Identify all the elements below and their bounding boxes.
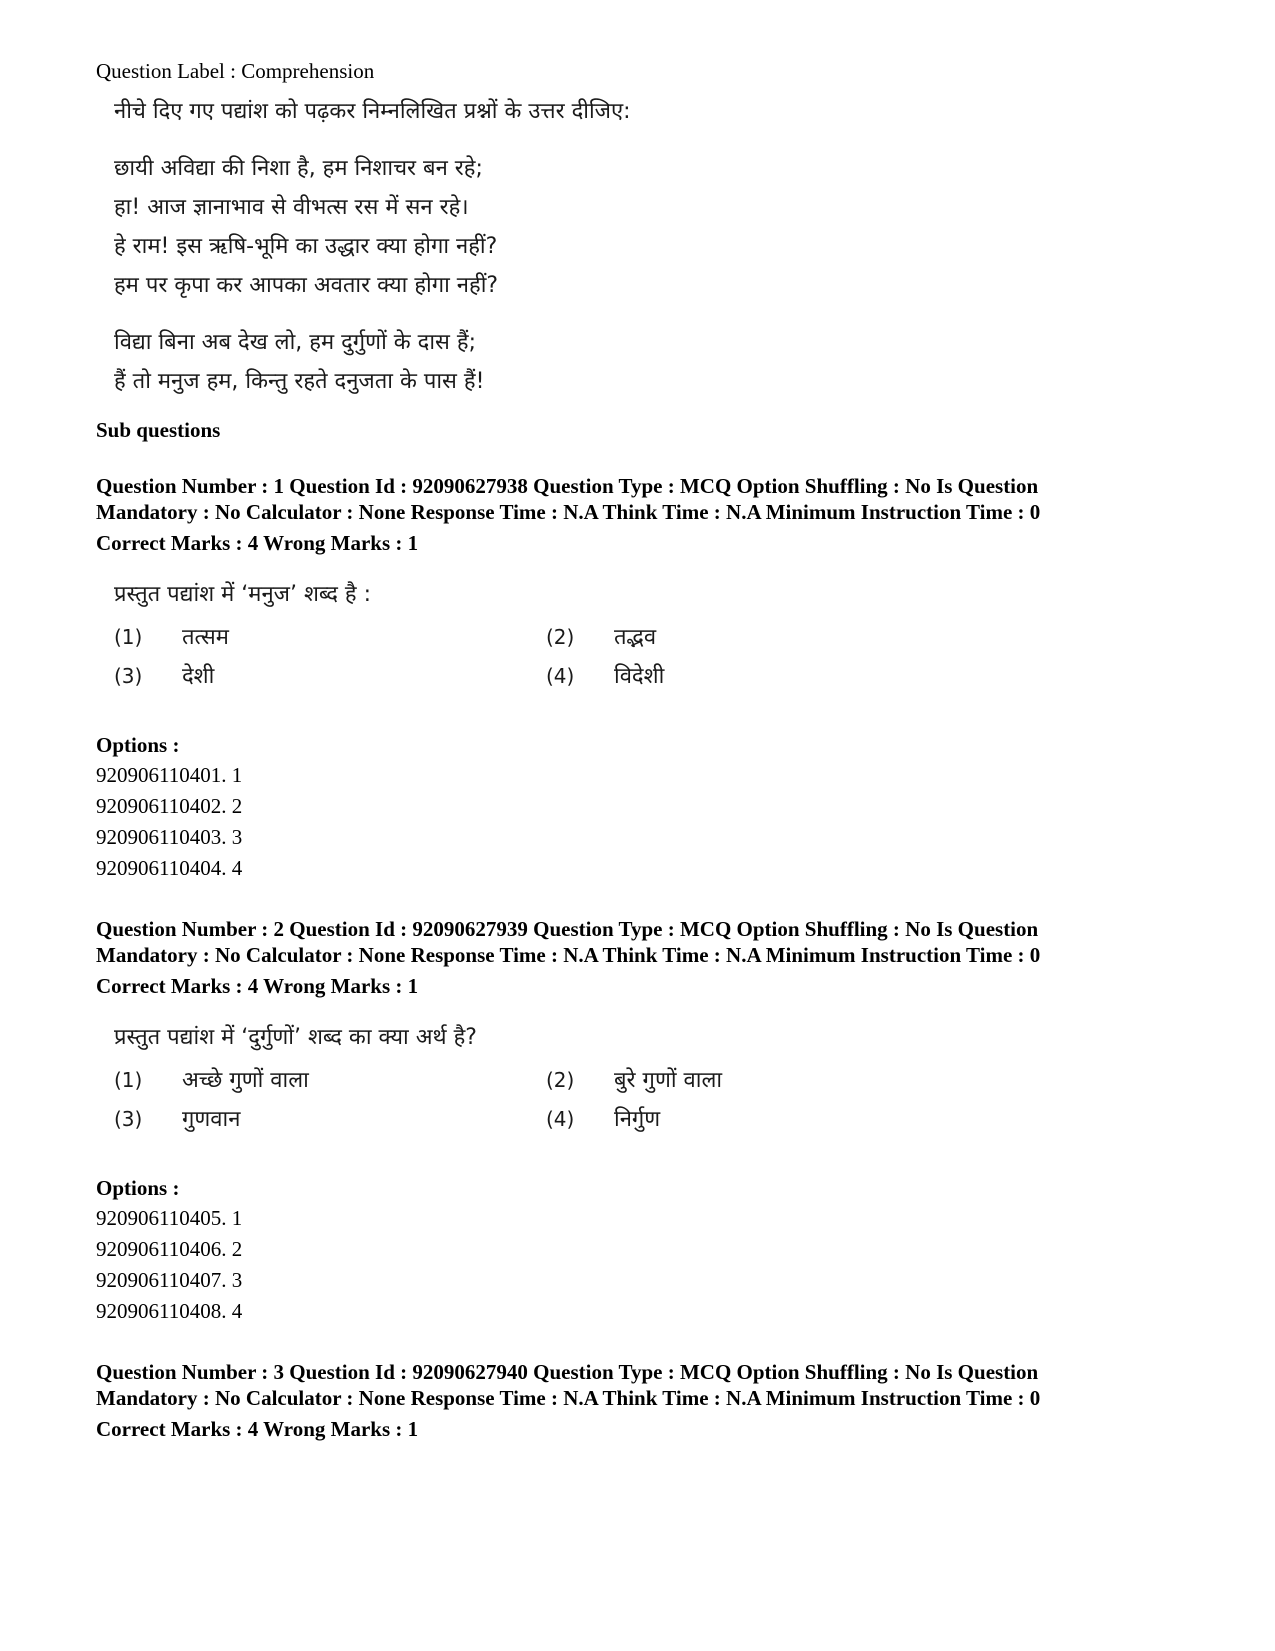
question-marks: Correct Marks : 4 Wrong Marks : 1 [96, 531, 419, 555]
option-id: 920906110408. 4 [96, 1299, 243, 1323]
choice-3 [114, 1104, 546, 1135]
passage-stanza-2 [114, 323, 1186, 401]
choice-number: (3) [114, 664, 143, 688]
choice-number: (4) [546, 664, 575, 688]
question-marks: Correct Marks : 4 Wrong Marks : 1 [96, 1417, 419, 1441]
question-label: Question Label : Comprehension [96, 59, 375, 83]
passage-line: हे राम! इस ऋषि-भूमि का उद्धार क्या होगा नहीं? [114, 234, 498, 259]
choice-number: (2) [546, 1068, 575, 1092]
option-id: 920906110403. 3 [96, 825, 243, 849]
option-id: 920906110401. 1 [96, 763, 243, 787]
question-meta-line2: Mandatory : No Calculator : None Response Time : N.A Think Time : N.A Minimum Instruction Time : 0 [96, 500, 1041, 524]
question-meta-line1: Question Number : 1 Question Id : 92090627938 Question Type : MCQ Option Shuffling : No Is Question [96, 474, 1039, 498]
question-marks: Correct Marks : 4 Wrong Marks : 1 [96, 974, 419, 998]
choice-1 [114, 1065, 546, 1096]
choice-number: (3) [114, 1107, 143, 1131]
choice-text: निर्गुण [614, 1107, 661, 1132]
choice-number: (4) [546, 1107, 575, 1131]
question-block-1 [96, 473, 1186, 884]
question-meta-line1: Question Number : 3 Question Id : 92090627940 Question Type : MCQ Option Shuffling : No Is Question [96, 1360, 1039, 1384]
choice-grid [114, 1065, 1186, 1135]
passage-line: हम पर कृपा कर आपका अवतार क्या होगा नहीं? [114, 273, 499, 298]
option-id: 920906110405. 1 [96, 1206, 243, 1230]
passage-stanza-1 [114, 149, 1186, 305]
question-meta-line1: Question Number : 2 Question Id : 92090627939 Question Type : MCQ Option Shuffling : No Is Question [96, 917, 1039, 941]
question-block-2 [96, 916, 1186, 1327]
options-heading: Options : [96, 1176, 180, 1200]
choice-text: तद्भव [614, 625, 657, 650]
option-id: 920906110404. 4 [96, 856, 243, 880]
passage [114, 92, 1186, 401]
choice-grid [114, 622, 1186, 692]
choice-3 [114, 661, 546, 692]
sub-questions-heading: Sub questions [96, 418, 221, 442]
question-text: प्रस्तुत पद्यांश में ‘मनुज’ शब्द है : [114, 582, 372, 607]
choice-4 [546, 661, 946, 692]
passage-intro: नीचे दिए गए पद्यांश को पढ़कर निम्नलिखित प्रश्नों के उत्तर दीजिए: [114, 99, 631, 124]
passage-line: छायी अविद्या की निशा है, हम निशाचर बन रहे; [114, 156, 483, 181]
passage-line: हैं तो मनुज हम, किन्तु रहते दनुजता के पास हैं! [114, 369, 485, 394]
option-id: 920906110406. 2 [96, 1237, 243, 1261]
question-block-3 [96, 1359, 1186, 1442]
choice-number: (1) [114, 1068, 143, 1092]
choice-1 [114, 622, 546, 653]
choice-2 [546, 622, 946, 653]
passage-line: विद्या बिना अब देख लो, हम दुर्गुणों के दास हैं; [114, 330, 477, 355]
choice-text: विदेशी [614, 664, 665, 689]
choice-text: तत्सम [182, 625, 229, 650]
options-heading: Options : [96, 733, 180, 757]
choice-number: (2) [546, 625, 575, 649]
question-meta-line2: Mandatory : No Calculator : None Response Time : N.A Think Time : N.A Minimum Instruction Time : 0 [96, 943, 1041, 967]
options-list [96, 760, 1186, 884]
choice-number: (1) [114, 625, 143, 649]
choice-text: देशी [182, 664, 215, 689]
choice-text: बुरे गुणों वाला [614, 1068, 723, 1093]
choice-text: अच्छे गुणों वाला [182, 1068, 309, 1093]
question-text: प्रस्तुत पद्यांश में ‘दुर्गुणों’ शब्द का क्या अर्थ है? [114, 1025, 477, 1050]
choice-text: गुणवान [182, 1107, 241, 1132]
choice-4 [546, 1104, 946, 1135]
option-id: 920906110402. 2 [96, 794, 243, 818]
document-page [96, 56, 1186, 1442]
options-list [96, 1203, 1186, 1327]
question-meta-line2: Mandatory : No Calculator : None Response Time : N.A Think Time : N.A Minimum Instruction Time : 0 [96, 1386, 1041, 1410]
choice-2 [546, 1065, 946, 1096]
passage-line: हा! आज ज्ञानाभाव से वीभत्स रस में सन रहे। [114, 195, 469, 220]
option-id: 920906110407. 3 [96, 1268, 243, 1292]
